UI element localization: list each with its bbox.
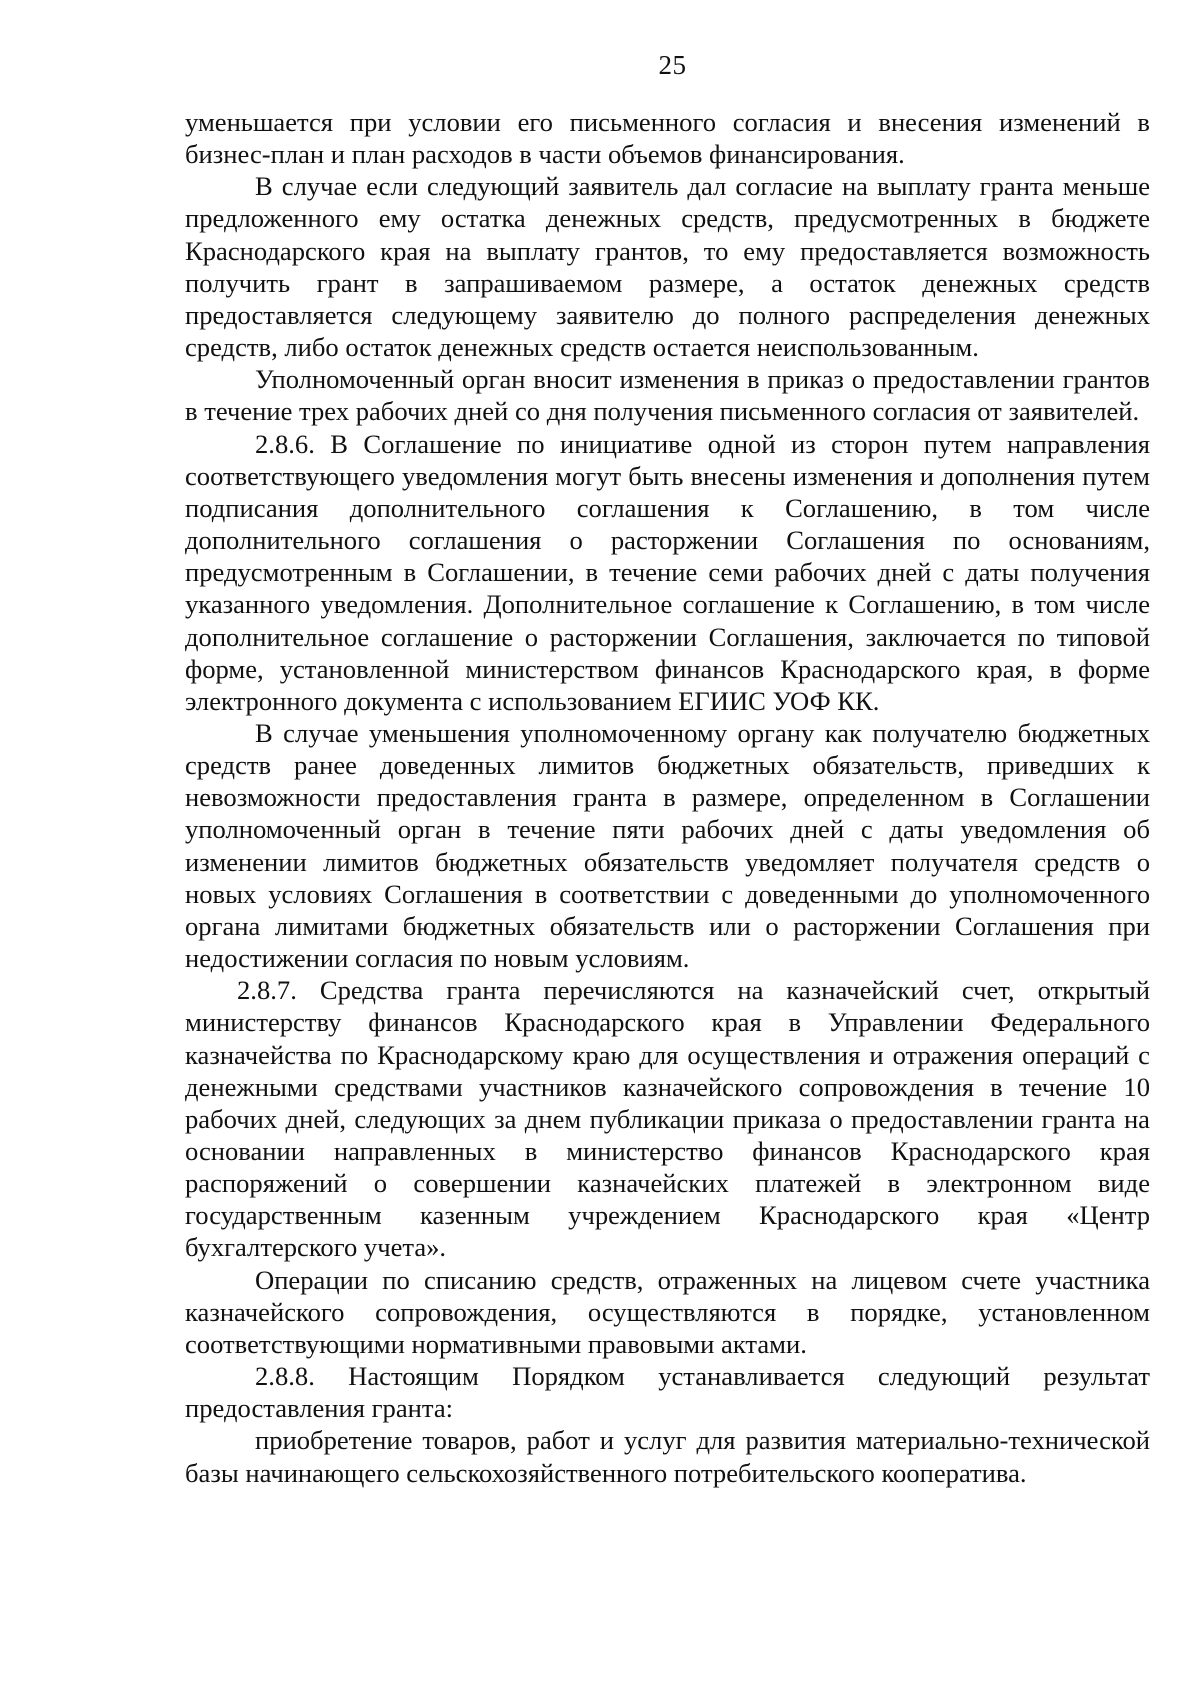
paragraph-2-8-7: 2.8.7. Средства гранта перечисляются на казначейский счет, открытый министерству финансов Краснодарского края в Управлении Федерального казначейства по Краснодарскому краю для осуществления и отражения операций с денежными средствами участников казначейского сопровождения в течение 10 рабочих дней, следующих за днем публикации приказа о предоставлении гранта на основании направленных в министерство финансов Краснодарского края распоряжений о совершении казначейских платежей в электронном виде государственным казенным учреждением Краснодарского края «Центр бухгалтерского учета». xyxy=(185,975,1150,1263)
page-number: 25 xyxy=(658,50,687,80)
paragraph-2-8-6: 2.8.6. В Соглашение по инициативе одной из сторон путем направления соответствующего уведомления могут быть внесены изменения и дополнения путем подписания дополнительного соглашения к Соглашению, в том числе дополнительного соглашения о расторжении Соглашения по основаниям, предусмотренным в Соглашении, в течение семи рабочих дней с даты получения указанного уведомления. Дополнительное соглашение к Соглашению, в том числе дополнительное соглашение о расторжении Соглашения, заключается по типовой форме, установленной министерством финансов Краснодарского края, в форме электронного документа с использованием ЕГИИС УОФ КК. xyxy=(185,428,1150,716)
paragraph-write-off-operations: Операции по списанию средств, отраженных на лицевом счете участника казначейского сопровождения, осуществляются в порядке, установленном соответствующими нормативными правовыми актами. xyxy=(185,1264,1150,1359)
paragraph-2-8-8: 2.8.8. Настоящим Порядком устанавливается следующий результат предоставления гранта: xyxy=(185,1361,1150,1424)
paragraph-grant-result: приобретение товаров, работ и услуг для развития материально-технической базы начинающего сельскохозяйственного потребительского кооператива. xyxy=(185,1425,1150,1488)
paragraph-order-changes: Уполномоченный орган вносит изменения в приказ о предоставлении грантов в течение трех рабочих дней со дня получения письменного согласия от заявителей. xyxy=(185,364,1150,427)
paragraph-continuation: уменьшается при условии его письменного согласия и внесения изменений в бизнес-план и план расходов в части объемов финансирования. xyxy=(185,107,1150,170)
paragraph-next-applicant-consent: В случае если следующий заявитель дал согласие на выплату гранта меньше предложенного ему остатка денежных средств, предусмотренных в бюджете Краснодарского края на выплату грантов, то ему предоставляется возможность получить грант в запрашиваемом размере, а остаток денежных средств предоставляется следующему заявителю до полного распределения денежных средств, либо остаток денежных средств остается неиспользованным. xyxy=(185,171,1150,363)
document-body xyxy=(185,106,1150,1489)
paragraph-limits-reduction: В случае уменьшения уполномоченному органу как получателю бюджетных средств ранее доведенных лимитов бюджетных обязательств, приведших к невозможности предоставления гранта в размере, определенном в Соглашении уполномоченный орган в течение пяти рабочих дней с даты уведомления об изменении лимитов бюджетных обязательств уведомляет получателя средств о новых условиях Соглашения в соответствии с доведенными до уполномоченного органа лимитами бюджетных обязательств или о расторжении Соглашения при недостижении согласия по новым условиям. xyxy=(185,717,1150,974)
